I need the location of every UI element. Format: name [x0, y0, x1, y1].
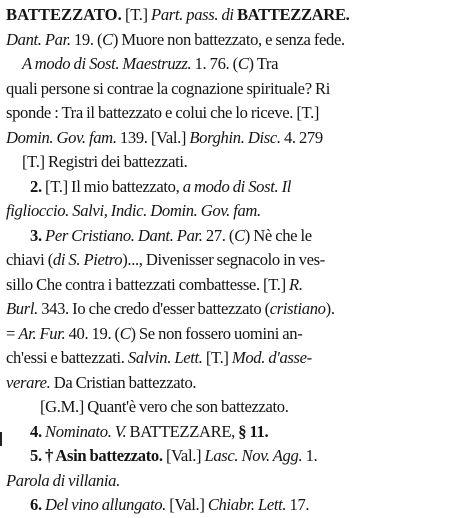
entry-text-run: [G.M.] Quant'è vero che son battezzato. — [40, 397, 289, 416]
entry-line — [6, 420, 466, 445]
entry-text-run: Per Cristiano. Dant. Par. — [45, 225, 203, 245]
entry-text-run: 4. — [30, 421, 46, 441]
entry-line — [6, 248, 466, 273]
entry-text-run: ) Nè che le — [244, 225, 312, 245]
entry-text-run: Salvin. Lett. — [127, 348, 203, 367]
entry-line — [6, 371, 466, 396]
entry-text-run: 1. — [302, 446, 318, 465]
entry-text-run: a modo di Sost. Il — [182, 176, 292, 196]
entry-text-run: Borghin. Disc. — [189, 127, 281, 147]
entry-text-run: ) Tra — [248, 54, 279, 73]
dictionary-entry — [6, 3, 466, 518]
entry-text-run: 40. 19. ( — [65, 323, 120, 343]
entry-text-run: quali persone si contrae la cognazione spirituale? Ri — [6, 78, 330, 98]
entry-text-run: = — [6, 323, 19, 343]
entry-line — [6, 224, 466, 249]
entry-text-run: C — [102, 29, 113, 49]
entry-text-run: 27. ( — [202, 225, 235, 245]
entry-text-run: 343. Io che credo d'esser battezzato ( — [37, 299, 270, 318]
entry-text-run: Part. pass. di — [151, 5, 237, 24]
entry-text-run: 6. — [30, 495, 46, 514]
entry-text-run: Dant. Par. — [6, 29, 71, 49]
headword: BATTEZZATO. — [6, 5, 122, 24]
entry-text-run: chiavi ( — [6, 250, 53, 269]
entry-text-run: R. — [289, 274, 303, 294]
entry-text-run: sponde : Tra il battezzato e colui che lo riceve. [T.] — [6, 103, 320, 122]
entry-line — [6, 52, 466, 77]
entry-text-run: Nominato. V. — [45, 421, 130, 441]
entry-text-run: 17. — [286, 495, 310, 514]
entry-text-run: di S. Pietro — [52, 250, 123, 269]
entry-text-run: ) Muore non battezzato, e senza fede. — [112, 29, 345, 49]
entry-text-run: A modo di Sost. Maestruzz. — [22, 54, 192, 73]
entry-text-run: 2. — [30, 176, 46, 196]
entry-text-run: cristiano — [269, 299, 326, 318]
entry-text-run: 139. [Val.] — [116, 127, 190, 147]
entry-text-run: 3. — [30, 225, 46, 245]
entry-text-run: ). — [325, 299, 335, 318]
entry-line — [6, 77, 466, 102]
entry-text-run: 1. 76. ( — [191, 54, 238, 73]
entry-text-run: Domin. Gov. fam. — [6, 127, 117, 147]
entry-text-run: 19. ( — [70, 29, 103, 49]
entry-text-run: ch'essi e battezzati. — [6, 348, 128, 367]
entry-text-run: † Asin battezzato. — [45, 446, 163, 465]
entry-text-run: Burl. — [6, 299, 38, 318]
entry-text-run: [T.] — [202, 348, 232, 367]
entry-line — [6, 199, 466, 224]
entry-line — [6, 126, 466, 151]
entry-text-run: Del vino allungato. — [45, 495, 166, 514]
entry-text-run: 5. — [30, 446, 46, 465]
entry-text-run: Lasc. Nov. Agg. — [204, 446, 303, 465]
entry-text-run: )..., Divenisser segnacolo in ves- — [122, 250, 325, 269]
entry-text-run: C — [234, 225, 245, 245]
entry-line — [6, 150, 466, 175]
entry-line — [6, 28, 466, 53]
entry-text-run: ) Se non fossero uomini an- — [130, 323, 303, 343]
entry-line — [6, 3, 466, 28]
entry-text-run: Chiabr. Lett. — [207, 495, 287, 514]
entry-text-run: [T.] — [121, 5, 152, 24]
entry-text-run: BATTEZZARE. — [236, 5, 350, 24]
entry-text-run: § 11. — [238, 421, 269, 441]
entry-line — [6, 493, 466, 518]
entry-text-run: BATTEZZARE, — [129, 421, 239, 441]
entry-text-run: Mod. d'asse- — [231, 348, 312, 367]
entry-text-run: figlioccio. Salvi, Indic. Domin. Gov. fam. — [6, 201, 261, 220]
entry-line — [6, 395, 466, 420]
entry-line — [6, 444, 466, 469]
entry-text-run: [Val.] — [165, 495, 208, 514]
entry-text-run: C — [119, 323, 131, 343]
entry-line — [6, 469, 466, 494]
entry-text-run: 4. 279 — [280, 127, 323, 147]
entry-text-run: [T.] Il mio battezzato, — [45, 176, 183, 196]
entry-line — [6, 273, 466, 298]
entry-line — [6, 297, 466, 322]
margin-mark — [0, 432, 2, 446]
entry-text-run: Ar. Fur. — [18, 323, 66, 343]
entry-line — [6, 322, 466, 347]
entry-line — [6, 175, 466, 200]
entry-text-run: Da Cristian battezzato. — [50, 372, 197, 392]
entry-text-run: Parola di villania. — [6, 470, 120, 490]
entry-text-run: C — [237, 54, 249, 73]
entry-text-run: [T.] Registri dei battezzati. — [22, 152, 188, 171]
entry-text-run: verare. — [6, 372, 51, 392]
entry-text-run: sillo Che contra i battezzati combattesse. [T.] — [6, 274, 290, 294]
entry-text-run: [Val.] — [162, 446, 205, 465]
entry-line — [6, 346, 466, 371]
entry-line — [6, 101, 466, 126]
